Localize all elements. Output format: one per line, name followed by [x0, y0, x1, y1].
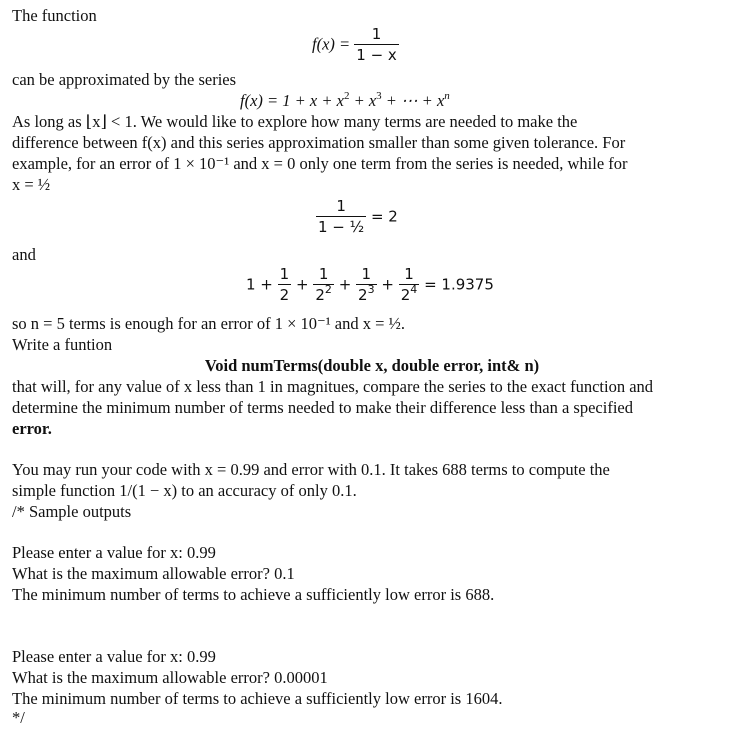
fx-lhs: f(x) =: [312, 34, 351, 54]
sum-term-3-den: [356, 285, 377, 305]
half-result: = 2: [370, 207, 398, 226]
sample-1-line-2: What is the maximum allowable error? 0.1: [12, 564, 295, 583]
sum-plus-3: +: [381, 275, 394, 294]
series-equation: [240, 91, 450, 111]
sum-term-3-base: 2: [358, 286, 368, 304]
task-line-1: that will, for any value of x less than 1 in magnitues, compare the series to the exact function and: [12, 377, 654, 396]
half-equation: [316, 196, 398, 237]
sum-plus-2: +: [338, 275, 352, 294]
series-exp-n: n: [444, 90, 450, 102]
task-line-3: error.: [12, 419, 52, 438]
sum-term-2: [313, 264, 334, 305]
comment-close: */: [12, 708, 25, 727]
sum-term-1-den: 2: [279, 286, 290, 304]
sum-term-1-num: 1: [279, 265, 290, 283]
series-part-2: + x: [349, 91, 377, 110]
function-equation: [312, 24, 399, 65]
fx-fraction: [354, 24, 399, 65]
half-denominator: 1 − ½: [318, 218, 365, 236]
function-signature: Void numTerms(double x, double error, int& n): [204, 356, 540, 375]
sample-2-line-2: What is the maximum allowable error? 0.00001: [12, 668, 328, 687]
fx-numerator: 1: [354, 24, 399, 45]
partial-sum-equation: [246, 264, 494, 305]
sum-result: = 1.9375: [424, 275, 494, 294]
half-fraction: [316, 196, 366, 237]
sample-2-line-1: Please enter a value for x: 0.99: [12, 647, 216, 666]
sum-term-2-exp: 2: [324, 283, 332, 296]
series-part-1: f(x) = 1 + x + x: [240, 91, 344, 110]
series-part-3: + ⋯ + x: [381, 91, 445, 110]
run-note-line-2: simple function 1/(1 − x) to an accuracy of only 0.1.: [12, 481, 357, 500]
sum-term-4-num: 1: [399, 264, 420, 285]
sum-term-2-base: 2: [315, 286, 325, 304]
sum-term-3-num: 1: [356, 264, 377, 285]
explanation-line-1: As long as ⌊x⌋ < 1. We would like to explore how many terms are needed to make the: [12, 112, 578, 131]
sum-term-4: [399, 264, 420, 305]
fx-denominator: 1 − x: [356, 46, 397, 64]
and-text: and: [12, 245, 36, 264]
intro-line-2: can be approximated by the series: [12, 70, 237, 89]
sum-term-1: [278, 264, 292, 305]
explanation-line-5: so n = 5 terms is enough for an error of 1 × 10⁻¹ and x = ½.: [12, 314, 406, 333]
sample-2-line-3: The minimum number of terms to achieve a sufficiently low error is 1604.: [12, 689, 503, 708]
sum-term-4-den: [399, 285, 420, 305]
sum-term-2-num: 1: [313, 264, 334, 285]
sample-1-line-3: The minimum number of terms to achieve a sufficiently low error is 688.: [12, 585, 495, 604]
sum-term-4-base: 2: [400, 286, 411, 304]
sum-plus-1: +: [296, 275, 309, 294]
explanation-line-3: example, for an error of 1 × 10⁻¹ and x = 0 only one term from the series is needed, while for: [12, 154, 628, 173]
half-numerator: 1: [316, 196, 366, 217]
run-note-line-3: /* Sample outputs: [12, 502, 132, 521]
sample-1-line-1: Please enter a value for x: 0.99: [12, 543, 216, 562]
run-note-line-1: You may run your code with x = 0.99 and error with 0.1. It takes 688 terms to compute the: [12, 460, 610, 479]
sum-first-term: 1 +: [246, 275, 273, 294]
explanation-line-2: difference between f(x) and this series approximation smaller than some given tolerance. For: [12, 133, 626, 152]
task-line-2: determine the minimum number of terms needed to make their difference less than a specified: [12, 398, 633, 417]
sum-term-3: [356, 264, 377, 305]
explanation-line-4: x = ½: [12, 175, 51, 194]
sum-term-3-exp: 3: [367, 283, 375, 296]
sum-term-2-den: [313, 285, 334, 305]
sum-term-4-exp: 4: [410, 283, 418, 296]
series-exp-2: 2: [343, 90, 350, 102]
intro-line-1: The function: [12, 6, 97, 25]
explanation-line-6: Write a funtion: [12, 335, 113, 354]
series-exp-3: 3: [376, 90, 382, 102]
